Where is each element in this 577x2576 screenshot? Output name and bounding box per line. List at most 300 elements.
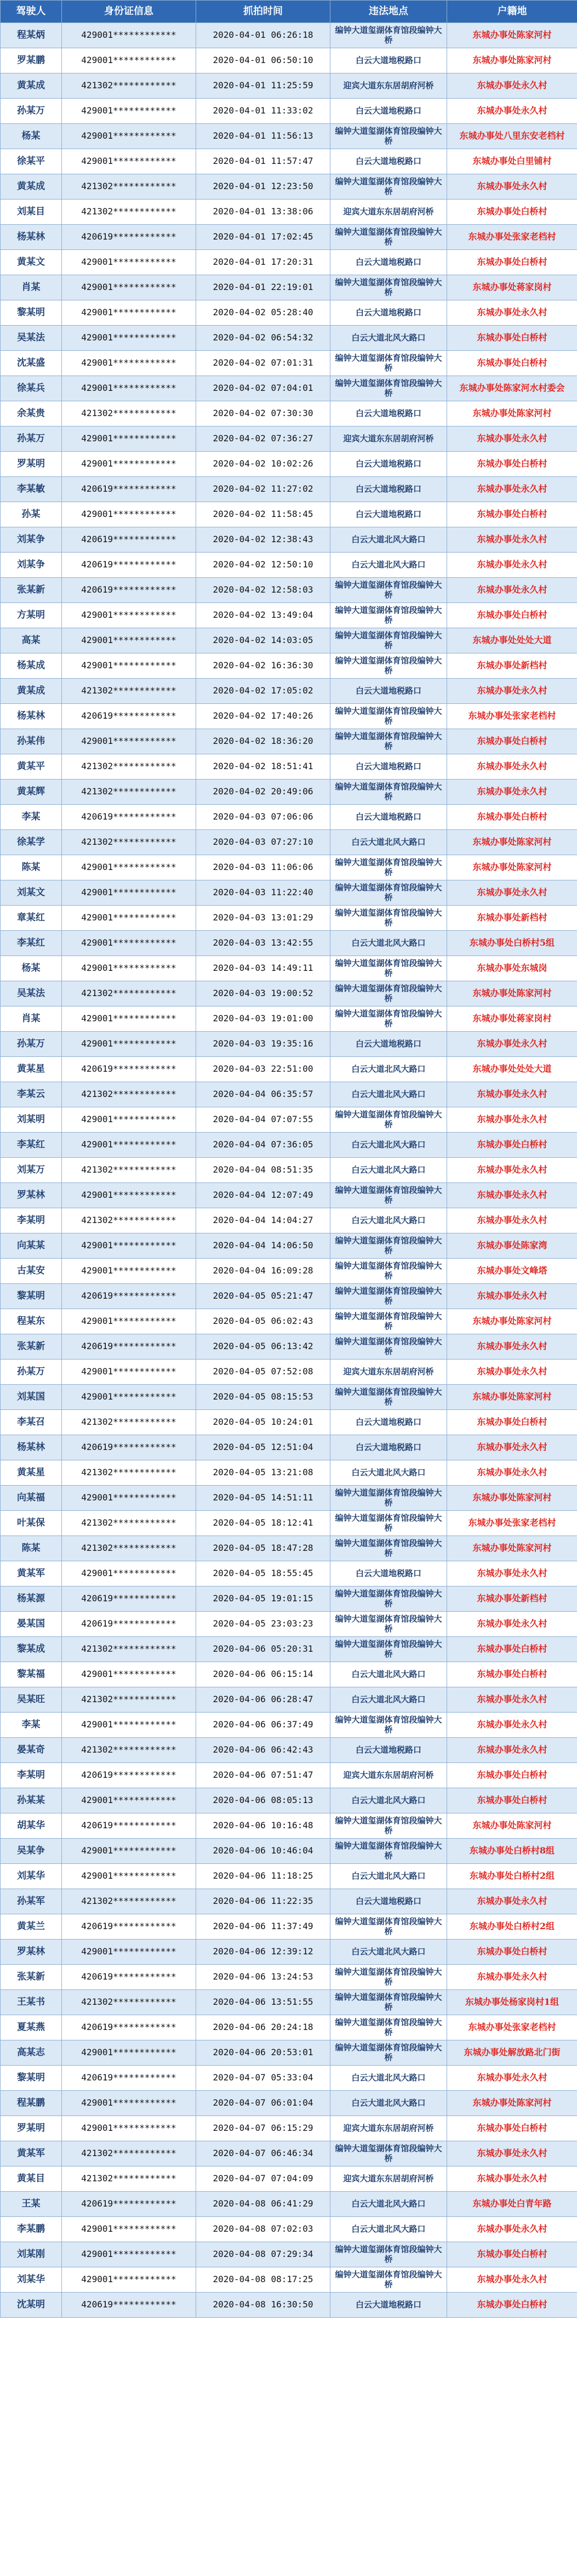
household-registration: 东城办事处永久村 <box>447 300 577 326</box>
driver-name: 孙某伟 <box>1 729 62 754</box>
violation-location: 白云大道北风大路口 <box>330 2066 447 2091</box>
id-number: 429001************ <box>62 855 196 880</box>
violation-location: 编钟大道玺湖体育馆段编钟大桥 <box>330 351 447 376</box>
capture-time: 2020-04-02 12:38:43 <box>196 527 330 553</box>
household-registration: 东城办事处永久村 <box>447 1334 577 1360</box>
id-number: 429001************ <box>62 427 196 452</box>
driver-name: 张某新 <box>1 578 62 603</box>
household-registration: 东城办事处永久村 <box>447 1687 577 1713</box>
driver-name: 孙某万 <box>1 1032 62 1057</box>
capture-time: 2020-04-06 05:20:31 <box>196 1637 330 1662</box>
driver-name: 高某志 <box>1 2040 62 2066</box>
id-number: 429001************ <box>62 149 196 174</box>
table-row <box>1 805 577 830</box>
driver-name: 黄某平 <box>1 754 62 780</box>
household-registration: 东城办事处杨家岗村1组 <box>447 1990 577 2015</box>
capture-time: 2020-04-02 18:51:41 <box>196 754 330 780</box>
driver-name: 胡某华 <box>1 1813 62 1839</box>
violation-location: 编钟大道玺湖体育馆段编钟大桥 <box>330 1334 447 1360</box>
household-registration: 东城办事处永久村 <box>447 1158 577 1183</box>
id-number: 420619************ <box>62 477 196 502</box>
id-number: 421302************ <box>62 1738 196 1763</box>
driver-name: 杨某成 <box>1 653 62 679</box>
table-row <box>1 906 577 931</box>
capture-time: 2020-04-04 08:51:35 <box>196 1158 330 1183</box>
header-violation-location: 违法地点 <box>330 1 447 23</box>
id-number: 429001************ <box>62 1309 196 1334</box>
capture-time: 2020-04-08 07:02:03 <box>196 2217 330 2242</box>
driver-name: 沈某盛 <box>1 351 62 376</box>
capture-time: 2020-04-03 13:01:29 <box>196 906 330 931</box>
table-row <box>1 300 577 326</box>
table-row <box>1 477 577 502</box>
household-registration: 东城办事处永久村 <box>447 1032 577 1057</box>
household-registration: 东城办事处永久村 <box>447 1082 577 1107</box>
household-registration: 东城办事处白桥村 <box>447 502 577 527</box>
table-row <box>1 326 577 351</box>
driver-name: 杨某林 <box>1 704 62 729</box>
household-registration: 东城办事处处处大道 <box>447 1057 577 1082</box>
id-number: 421302************ <box>62 401 196 427</box>
driver-name: 徐某平 <box>1 149 62 174</box>
capture-time: 2020-04-07 05:33:04 <box>196 2066 330 2091</box>
household-registration: 东城办事处陈家河村 <box>447 401 577 427</box>
id-number: 420619************ <box>62 1813 196 1839</box>
violation-location: 白云大道北风大路口 <box>330 1940 447 1965</box>
driver-name: 肖某 <box>1 1006 62 1032</box>
driver-name: 罗某明 <box>1 452 62 477</box>
id-number: 421302************ <box>62 780 196 805</box>
household-registration: 东城办事处东城岗 <box>447 956 577 981</box>
violation-location: 编钟大道玺湖体育馆段编钟大桥 <box>330 956 447 981</box>
capture-time: 2020-04-02 14:03:05 <box>196 628 330 653</box>
table-row <box>1 1360 577 1385</box>
table-row <box>1 2066 577 2091</box>
violation-location: 白云大道地税路口 <box>330 300 447 326</box>
violation-location: 白云大道北风大路口 <box>330 527 447 553</box>
capture-time: 2020-04-02 07:36:27 <box>196 427 330 452</box>
table-row <box>1 628 577 653</box>
capture-time: 2020-04-05 13:21:08 <box>196 1460 330 1486</box>
capture-time: 2020-04-04 12:07:49 <box>196 1183 330 1208</box>
table-row <box>1 527 577 553</box>
violation-location: 编钟大道玺湖体育馆段编钟大桥 <box>330 275 447 300</box>
driver-name: 罗某明 <box>1 2116 62 2141</box>
table-row <box>1 1006 577 1032</box>
id-number: 420619************ <box>62 1057 196 1082</box>
household-registration: 东城办事处八里东安老档村 <box>447 124 577 149</box>
violation-location: 白云大道地税路口 <box>330 250 447 275</box>
table-row <box>1 1032 577 1057</box>
id-number: 429001************ <box>62 906 196 931</box>
table-row <box>1 1082 577 1107</box>
table-row <box>1 2141 577 2166</box>
id-number: 429001************ <box>62 99 196 124</box>
household-registration: 东城办事处陈家河村 <box>447 1385 577 1410</box>
id-number: 429001************ <box>62 2242 196 2267</box>
driver-name: 李某明 <box>1 1208 62 1233</box>
table-row <box>1 1233 577 1259</box>
table-row <box>1 679 577 704</box>
capture-time: 2020-04-06 06:37:49 <box>196 1713 330 1738</box>
capture-time: 2020-04-06 06:42:43 <box>196 1738 330 1763</box>
household-registration: 东城办事处白桥村 <box>447 805 577 830</box>
id-number: 421302************ <box>62 1158 196 1183</box>
id-number: 421302************ <box>62 754 196 780</box>
capture-time: 2020-04-03 11:06:06 <box>196 855 330 880</box>
violation-location: 编钟大道玺湖体育馆段编钟大桥 <box>330 2141 447 2166</box>
table-row <box>1 1435 577 1460</box>
violation-location: 编钟大道玺湖体育馆段编钟大桥 <box>330 603 447 628</box>
table-row <box>1 931 577 956</box>
household-registration: 东城办事处白桥村 <box>447 326 577 351</box>
household-registration: 东城办事处永久村 <box>447 2217 577 2242</box>
violation-location: 白云大道地税路口 <box>330 502 447 527</box>
table-row <box>1 1763 577 1788</box>
id-number: 421302************ <box>62 1637 196 1662</box>
id-number: 421302************ <box>62 1511 196 1536</box>
household-registration: 东城办事处白桥村 <box>447 1763 577 1788</box>
household-registration: 东城办事处陈家河村 <box>447 2091 577 2116</box>
household-registration: 东城办事处永久村 <box>447 780 577 805</box>
driver-name: 李某云 <box>1 1082 62 1107</box>
violation-location: 编钟大道玺湖体育馆段编钟大桥 <box>330 780 447 805</box>
table-row <box>1 729 577 754</box>
id-number: 420619************ <box>62 1435 196 1460</box>
household-registration: 东城办事处白桥村 <box>447 1662 577 1687</box>
capture-time: 2020-04-06 10:46:04 <box>196 1839 330 1864</box>
household-registration: 东城办事处白桥村 <box>447 351 577 376</box>
capture-time: 2020-04-01 11:33:02 <box>196 99 330 124</box>
violation-location: 编钟大道玺湖体育馆段编钟大桥 <box>330 906 447 931</box>
capture-time: 2020-04-06 08:05:13 <box>196 1788 330 1813</box>
capture-time: 2020-04-05 23:03:23 <box>196 1612 330 1637</box>
table-row <box>1 1561 577 1586</box>
violation-location: 编钟大道玺湖体育馆段编钟大桥 <box>330 729 447 754</box>
driver-name: 高某 <box>1 628 62 653</box>
capture-time: 2020-04-01 06:26:18 <box>196 23 330 48</box>
table-row <box>1 880 577 906</box>
driver-name: 黄某军 <box>1 2141 62 2166</box>
household-registration: 东城办事处永久村 <box>447 553 577 578</box>
capture-time: 2020-04-05 14:51:11 <box>196 1486 330 1511</box>
table-row <box>1 1687 577 1713</box>
capture-time: 2020-04-06 11:22:35 <box>196 1889 330 1914</box>
id-number: 429001************ <box>62 1788 196 1813</box>
household-registration: 东城办事处白桥村 <box>447 2116 577 2141</box>
violation-location: 编钟大道玺湖体育馆段编钟大桥 <box>330 578 447 603</box>
capture-time: 2020-04-02 18:36:20 <box>196 729 330 754</box>
capture-time: 2020-04-01 06:50:10 <box>196 48 330 73</box>
id-number: 429001************ <box>62 880 196 906</box>
table-row <box>1 401 577 427</box>
driver-name: 徐某学 <box>1 830 62 855</box>
id-number: 421302************ <box>62 174 196 200</box>
table-row <box>1 1334 577 1360</box>
id-number: 429001************ <box>62 351 196 376</box>
id-number: 429001************ <box>62 376 196 401</box>
id-number: 421302************ <box>62 2141 196 2166</box>
capture-time: 2020-04-04 07:36:05 <box>196 1133 330 1158</box>
driver-name: 李某红 <box>1 1133 62 1158</box>
table-row <box>1 1612 577 1637</box>
table-row <box>1 124 577 149</box>
table-row <box>1 99 577 124</box>
violation-location: 白云大道北风大路口 <box>330 1788 447 1813</box>
id-number: 429001************ <box>62 1107 196 1133</box>
id-number: 429001************ <box>62 124 196 149</box>
driver-name: 古某安 <box>1 1259 62 1284</box>
id-number: 421302************ <box>62 1687 196 1713</box>
household-registration: 东城办事处永久村 <box>447 1965 577 1990</box>
table-row <box>1 704 577 729</box>
violation-location: 编钟大道玺湖体育馆段编钟大桥 <box>330 1990 447 2015</box>
driver-name: 李某 <box>1 805 62 830</box>
household-registration: 东城办事处永久村 <box>447 2166 577 2192</box>
driver-name: 刘某国 <box>1 1385 62 1410</box>
driver-name: 孙某某 <box>1 1788 62 1813</box>
capture-time: 2020-04-02 12:50:10 <box>196 553 330 578</box>
id-number: 420619************ <box>62 553 196 578</box>
id-number: 421302************ <box>62 1889 196 1914</box>
violation-location: 白云大道北风大路口 <box>330 1133 447 1158</box>
driver-name: 杨某林 <box>1 1435 62 1460</box>
violation-location: 编钟大道玺湖体育馆段编钟大桥 <box>330 1259 447 1284</box>
driver-name: 向某某 <box>1 1233 62 1259</box>
driver-name: 孙某万 <box>1 1360 62 1385</box>
driver-name: 黄某文 <box>1 250 62 275</box>
table-row <box>1 275 577 300</box>
violation-location: 编钟大道玺湖体育馆段编钟大桥 <box>330 2040 447 2066</box>
household-registration: 东城办事处永久村 <box>447 1208 577 1233</box>
capture-time: 2020-04-05 05:21:47 <box>196 1284 330 1309</box>
capture-time: 2020-04-06 11:18:25 <box>196 1864 330 1889</box>
capture-time: 2020-04-02 11:27:02 <box>196 477 330 502</box>
table-row <box>1 2217 577 2242</box>
table-row <box>1 2293 577 2318</box>
violation-location: 编钟大道玺湖体育馆段编钟大桥 <box>330 1914 447 1940</box>
id-number: 429001************ <box>62 2267 196 2293</box>
household-registration: 东城办事处新档村 <box>447 906 577 931</box>
household-registration: 东城办事处永久村 <box>447 1183 577 1208</box>
driver-name: 程某炳 <box>1 23 62 48</box>
household-registration: 东城办事处张家老档村 <box>447 1511 577 1536</box>
capture-time: 2020-04-04 07:07:55 <box>196 1107 330 1133</box>
capture-time: 2020-04-05 18:47:28 <box>196 1536 330 1561</box>
violation-location: 白云大道地税路口 <box>330 2293 447 2318</box>
id-number: 421302************ <box>62 1082 196 1107</box>
table-row <box>1 855 577 880</box>
household-registration: 东城办事处白桥村 <box>447 729 577 754</box>
violation-location: 白云大道北风大路口 <box>330 1687 447 1713</box>
table-row <box>1 1990 577 2015</box>
driver-name: 刘某目 <box>1 200 62 225</box>
violation-location: 编钟大道玺湖体育馆段编钟大桥 <box>330 1233 447 1259</box>
table-row <box>1 578 577 603</box>
household-registration: 东城办事处永久村 <box>447 2066 577 2091</box>
household-registration: 东城办事处新档村 <box>447 653 577 679</box>
violation-location: 编钟大道玺湖体育馆段编钟大桥 <box>330 628 447 653</box>
driver-name: 孙某万 <box>1 427 62 452</box>
capture-time: 2020-04-02 07:04:01 <box>196 376 330 401</box>
driver-name: 罗某鹏 <box>1 48 62 73</box>
table-row <box>1 1486 577 1511</box>
violation-location: 白云大道地税路口 <box>330 805 447 830</box>
violation-location: 白云大道北风大路口 <box>330 1208 447 1233</box>
table-row <box>1 1133 577 1158</box>
capture-time: 2020-04-05 10:24:01 <box>196 1410 330 1435</box>
household-registration: 东城办事处新档村 <box>447 1586 577 1612</box>
violation-location: 编钟大道玺湖体育馆段编钟大桥 <box>330 880 447 906</box>
id-number: 421302************ <box>62 1536 196 1561</box>
id-number: 420619************ <box>62 1586 196 1612</box>
table-row <box>1 1284 577 1309</box>
violation-location: 白云大道地税路口 <box>330 477 447 502</box>
household-registration: 东城办事处永久村 <box>447 578 577 603</box>
table-row <box>1 1385 577 1410</box>
capture-time: 2020-04-05 08:15:53 <box>196 1385 330 1410</box>
table-row <box>1 553 577 578</box>
id-number: 429001************ <box>62 1385 196 1410</box>
id-number: 420619************ <box>62 1914 196 1940</box>
violation-location: 白云大道北风大路口 <box>330 1082 447 1107</box>
capture-time: 2020-04-03 11:22:40 <box>196 880 330 906</box>
household-registration: 东城办事处永久村 <box>447 1713 577 1738</box>
table-row <box>1 1889 577 1914</box>
id-number: 429001************ <box>62 23 196 48</box>
capture-time: 2020-04-07 06:01:04 <box>196 2091 330 2116</box>
id-number: 429001************ <box>62 1259 196 1284</box>
driver-name: 黎某明 <box>1 300 62 326</box>
household-registration: 东城办事处张家老档村 <box>447 225 577 250</box>
capture-time: 2020-04-02 17:40:26 <box>196 704 330 729</box>
table-row <box>1 225 577 250</box>
id-number: 421302************ <box>62 1460 196 1486</box>
violation-location: 迎宾大道东东居胡府河桥 <box>330 427 447 452</box>
id-number: 420619************ <box>62 704 196 729</box>
capture-time: 2020-04-03 19:35:16 <box>196 1032 330 1057</box>
violation-location: 白云大道北风大路口 <box>330 2217 447 2242</box>
household-registration: 东城办事处永久村 <box>447 527 577 553</box>
id-number: 429001************ <box>62 653 196 679</box>
driver-name: 徐某兵 <box>1 376 62 401</box>
driver-name: 夏某燕 <box>1 2015 62 2040</box>
capture-time: 2020-04-05 07:52:08 <box>196 1360 330 1385</box>
household-registration: 东城办事处永久村 <box>447 880 577 906</box>
id-number: 420619************ <box>62 225 196 250</box>
household-registration: 东城办事处永久村 <box>447 2267 577 2293</box>
id-number: 429001************ <box>62 956 196 981</box>
table-row <box>1 1410 577 1435</box>
capture-time: 2020-04-06 13:51:55 <box>196 1990 330 2015</box>
violation-location: 编钟大道玺湖体育馆段编钟大桥 <box>330 2267 447 2293</box>
driver-name: 孙某军 <box>1 1889 62 1914</box>
capture-time: 2020-04-01 22:19:01 <box>196 275 330 300</box>
driver-name: 黄某成 <box>1 679 62 704</box>
capture-time: 2020-04-05 06:13:42 <box>196 1334 330 1360</box>
id-number: 429001************ <box>62 1864 196 1889</box>
violation-location: 白云大道地税路口 <box>330 1435 447 1460</box>
violation-location: 编钟大道玺湖体育馆段编钟大桥 <box>330 23 447 48</box>
id-number: 429001************ <box>62 2116 196 2141</box>
table-row <box>1 754 577 780</box>
capture-time: 2020-04-02 17:05:02 <box>196 679 330 704</box>
violation-location: 白云大道地税路口 <box>330 1410 447 1435</box>
id-number: 420619************ <box>62 2293 196 2318</box>
id-number: 420619************ <box>62 2192 196 2217</box>
table-row <box>1 200 577 225</box>
capture-time: 2020-04-01 11:57:47 <box>196 149 330 174</box>
household-registration: 东城办事处永久村 <box>447 1889 577 1914</box>
driver-name: 刘某文 <box>1 880 62 906</box>
id-number: 429001************ <box>62 1360 196 1385</box>
violation-location: 白云大道北风大路口 <box>330 553 447 578</box>
table-row <box>1 780 577 805</box>
household-registration: 东城办事处白桥村8组 <box>447 1839 577 1864</box>
capture-time: 2020-04-06 13:24:53 <box>196 1965 330 1990</box>
driver-name: 刘某万 <box>1 1158 62 1183</box>
header-household-registration: 户籍地 <box>447 1 577 23</box>
household-registration: 东城办事处永久村 <box>447 1612 577 1637</box>
violation-location: 编钟大道玺湖体育馆段编钟大桥 <box>330 1309 447 1334</box>
id-number: 420619************ <box>62 1334 196 1360</box>
id-number: 429001************ <box>62 2040 196 2066</box>
id-number: 421302************ <box>62 1208 196 1233</box>
household-registration: 东城办事处白桥村 <box>447 1133 577 1158</box>
household-registration: 东城办事处白桥村5组 <box>447 931 577 956</box>
id-number: 421302************ <box>62 1410 196 1435</box>
violation-location: 迎宾大道东东居胡府河桥 <box>330 1360 447 1385</box>
table-row <box>1 1940 577 1965</box>
violation-location: 编钟大道玺湖体育馆段编钟大桥 <box>330 1612 447 1637</box>
driver-name: 余某贵 <box>1 401 62 427</box>
table-row <box>1 981 577 1006</box>
household-registration: 东城办事处白桥村 <box>447 1788 577 1813</box>
capture-time: 2020-04-04 14:04:27 <box>196 1208 330 1233</box>
id-number: 429001************ <box>62 603 196 628</box>
capture-time: 2020-04-01 12:23:50 <box>196 174 330 200</box>
capture-time: 2020-04-08 07:29:34 <box>196 2242 330 2267</box>
driver-name: 陈某 <box>1 1536 62 1561</box>
violation-location: 白云大道北风大路口 <box>330 830 447 855</box>
household-registration: 东城办事处陈家河村 <box>447 1309 577 1334</box>
violation-location: 白云大道地税路口 <box>330 1889 447 1914</box>
household-registration: 东城办事处永久村 <box>447 99 577 124</box>
capture-time: 2020-04-02 16:36:30 <box>196 653 330 679</box>
id-number: 421302************ <box>62 830 196 855</box>
capture-time: 2020-04-05 18:55:45 <box>196 1561 330 1586</box>
table-row <box>1 351 577 376</box>
capture-time: 2020-04-05 18:12:41 <box>196 1511 330 1536</box>
driver-name: 张某新 <box>1 1965 62 1990</box>
driver-name: 王某 <box>1 2192 62 2217</box>
household-registration: 东城办事处白里铺村 <box>447 149 577 174</box>
violation-location: 白云大道北风大路口 <box>330 2192 447 2217</box>
capture-time: 2020-04-01 17:20:31 <box>196 250 330 275</box>
capture-time: 2020-04-02 07:01:31 <box>196 351 330 376</box>
driver-name: 刘某刚 <box>1 2242 62 2267</box>
id-number: 420619************ <box>62 1965 196 1990</box>
household-registration: 东城办事处蒋家岗村 <box>447 1006 577 1032</box>
driver-name: 肖某 <box>1 275 62 300</box>
household-registration: 东城办事处陈家河村 <box>447 1486 577 1511</box>
capture-time: 2020-04-08 16:30:50 <box>196 2293 330 2318</box>
violation-location: 编钟大道玺湖体育馆段编钟大桥 <box>330 1486 447 1511</box>
capture-time: 2020-04-04 14:06:50 <box>196 1233 330 1259</box>
table-row <box>1 1839 577 1864</box>
table-row <box>1 376 577 401</box>
driver-name: 黎某明 <box>1 2066 62 2091</box>
